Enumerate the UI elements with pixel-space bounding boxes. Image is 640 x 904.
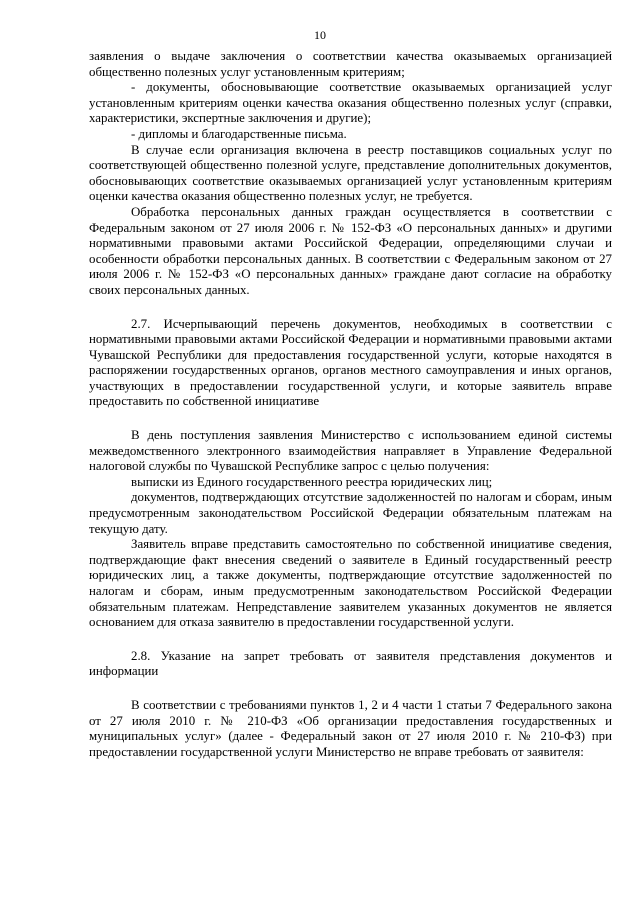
paragraph: - дипломы и благодарственные письма. [131, 126, 347, 141]
paragraph: В случае если организация включена в реестр поставщиков социальных услуг по соответствующей общественно полезной услуге, представление дополнительных документов, обосновывающих соответствие оказываемых организацией услуг установленным критериям оценки качества оказания общественно полезных услуг, не требуется. [89, 142, 612, 204]
paragraph: - документы, обосновывающие соответствие оказываемых организацией услуг установленным критериям оценки качества оказания общественно полезных услуг (справки, характеристики, экспертные заключения и другие); [89, 80, 612, 126]
document-body [89, 49, 612, 760]
paragraph: Обработка персональных данных граждан осуществляется в соответствии с Федеральным законом от 27 июля 2006 г. № 152-ФЗ «О персональных данных» и другими нормативными правовыми актами Российской Федерации, определяющими случаи и особенности обработки персональных данных. В соответствии с Федеральным законом от 27 июля 2006 г. № 152-ФЗ «О персональных данных» граждане дают согласие на обработку своих персональных данных. [89, 204, 612, 297]
paragraph: документов, подтверждающих отсутствие задолженностей по налогам и сборам, иным предусмотренным законодательством Российской Федерации обязательным платежам на текущую дату. [89, 490, 612, 536]
paragraph: Заявитель вправе представить самостоятельно по собственной инициативе сведения, подтверждающие факт внесения сведений о заявителе в Единый государственный реестр юридических лиц, а также документы, подтверждающие отсутствие задолженностей по налогам и сборам, иным предусмотренным законодательством Российской Федерации обязательным платежам. Непредставление заявителем указанных документов не является основанием для отказа заявителю в предоставлении государственной услуги. [89, 537, 612, 630]
paragraph: заявления о выдаче заключения о соответствии качества оказываемых организацией общественно полезных услуг установленным критериям; [89, 49, 612, 79]
page-number: 10 [314, 28, 326, 42]
paragraph: выписки из Единого государственного реестра юридических лиц; [131, 474, 493, 489]
paragraph: В соответствии с требованиями пунктов 1, 2 и 4 части 1 статьи 7 Федерального закона от 27 июля 2010 г. № 210-ФЗ «Об организации предоставления государственных и муниципальных услуг» (далее - Федеральный закон от 27 июля 2010 г. № 210-ФЗ) при предоставлении государственной услуги Министерство не вправе требовать от заявителя: [89, 697, 612, 759]
section-heading-2-7: 2.7. Исчерпывающий перечень документов, необходимых в соответствии с нормативными правовыми актами Российской Федерации и нормативными правовыми актами Чувашской Республики для предоставления государственной услуги, которые находятся в распоряжении государственных органов, органов местного самоуправления и иных органов, участвующих в предоставлении государственной услуги, и которые заявитель вправе предоставить по собственной инициативе [89, 316, 612, 409]
section-heading-2-8: 2.8. Указание на запрет требовать от заявителя представления документов и информации [89, 648, 612, 679]
paragraph: В день поступления заявления Министерство с использованием единой системы межведомственного электронного взаимодействия направляет в Управление Федеральной налоговой службы по Чувашской Республике запрос с целью получения: [89, 428, 612, 474]
